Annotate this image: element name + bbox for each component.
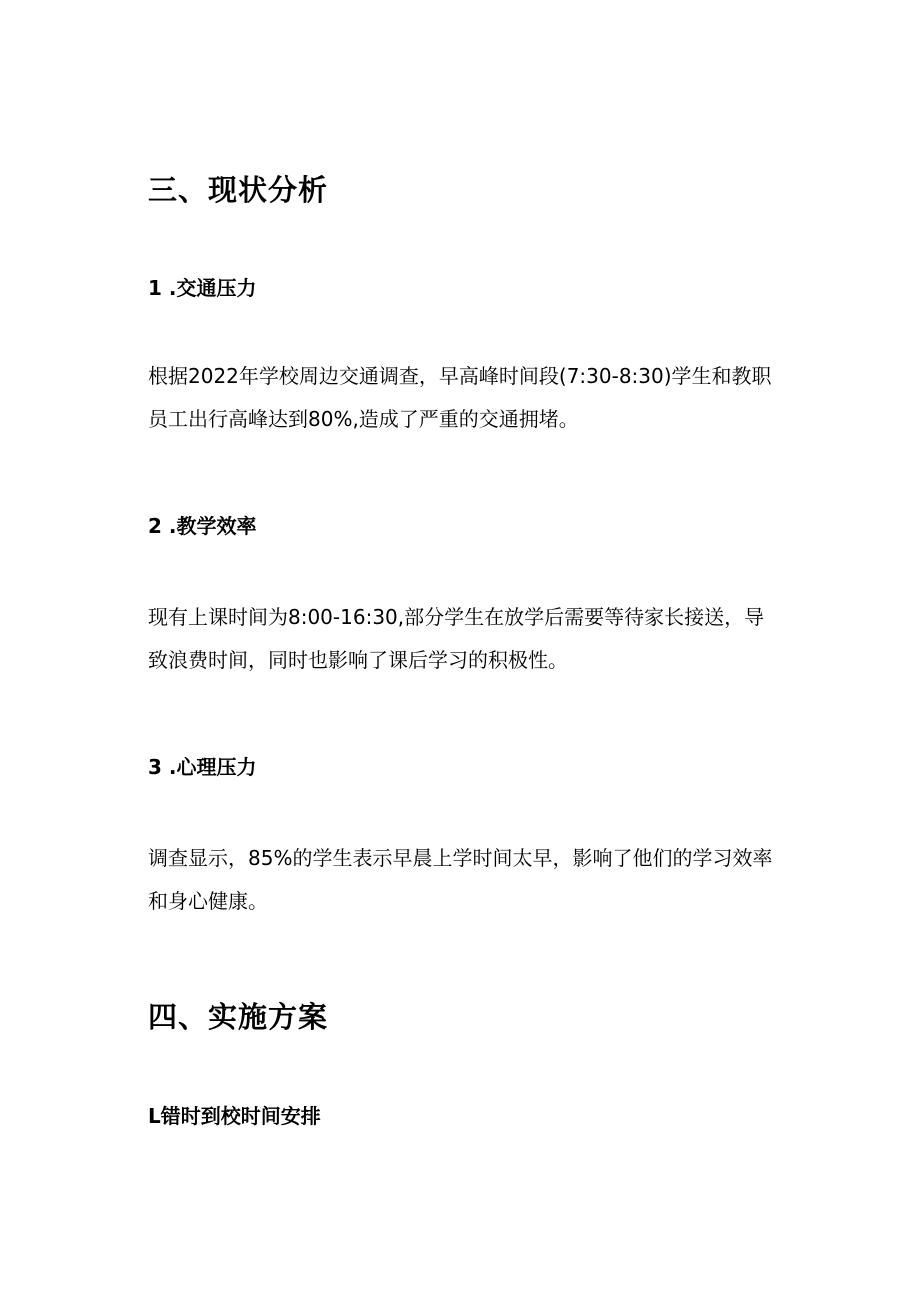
- subheading-teaching-efficiency: 2 .教学效率: [148, 514, 257, 538]
- section-heading-implementation-plan: 四、实施方案: [148, 1000, 329, 1034]
- paragraph-teaching-efficiency: [148, 596, 808, 682]
- paragraph-line: 和身心健康。: [148, 889, 268, 913]
- paragraph-line: 调查显示，85%的学生表示早晨上学时间太早，影响了他们的学习效率: [148, 846, 773, 870]
- paragraph-line: 致浪费时间，同时也影响了课后学习的积极性。: [148, 648, 568, 672]
- section-heading-status-analysis: 三、现状分析: [148, 173, 329, 207]
- subheading-staggered-arrival: L错时到校时间安排: [148, 1104, 321, 1128]
- subheading-traffic-pressure: 1 .交通压力: [148, 276, 257, 300]
- subheading-psychological-pressure: 3 .心理压力: [148, 755, 257, 779]
- paragraph-line: 员工出行高峰达到80%,造成了严重的交通拥堵。: [148, 407, 579, 431]
- paragraph-line: 根据2022年学校周边交通调查，早高峰时间段(7:30-8:30)学生和教职: [148, 364, 772, 388]
- paragraph-traffic-pressure: [148, 355, 808, 441]
- paragraph-line: 现有上课时间为8:00-16:30,部分学生在放学后需要等待家长接送，导: [148, 605, 765, 629]
- paragraph-psychological-pressure: [148, 837, 808, 923]
